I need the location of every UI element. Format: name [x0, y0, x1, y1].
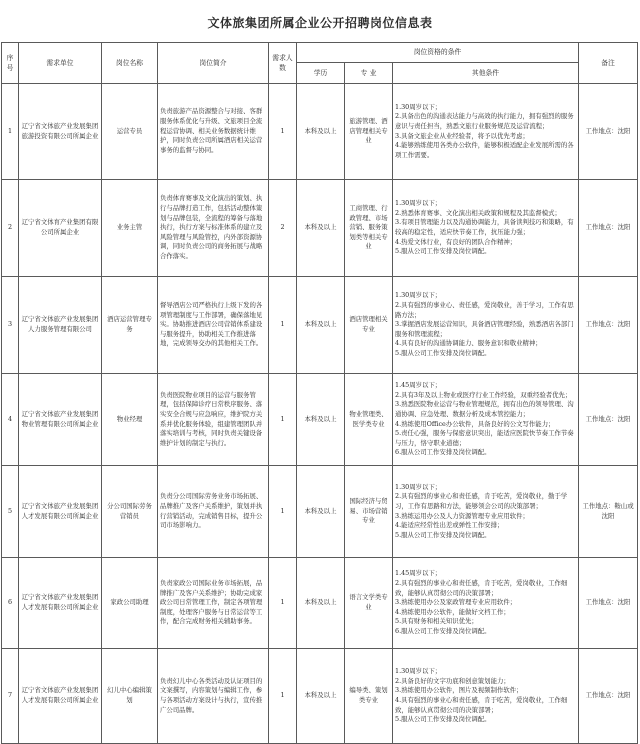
row-count-cell: 1: [269, 374, 297, 466]
header-count: 需求人数: [269, 43, 297, 84]
row-seq-cell: 3: [2, 277, 19, 374]
table-row: [2, 84, 638, 180]
row-major-cell: 工商管理、行政管理、市场营销、服务策划类等相关专业: [345, 180, 393, 277]
row-count-cell: 1: [269, 84, 297, 180]
condition-line: 2.具有强烈的事业心、责任感，爱岗敬业，善于学习，工作有思路方法；: [395, 300, 574, 319]
condition-line: 3.熟悉医院物业运营与物业管理规范，拥有出色的领导管理、沟通协调、应急处理、数据分析及成本管控能力；: [395, 400, 574, 418]
condition-line: 4.熟练使用Office办公软件，具备良好的公文写作能力；: [395, 419, 555, 428]
condition-line: 3.具备文旅企业从业经验者，将予以优先考虑；: [395, 131, 529, 140]
condition-line: 1.30周岁以下；: [395, 667, 442, 676]
row-intro-cell: 督导酒店公司严格执行上级下发的各项管理制度与工作部署，确保落地见实。协助推进酒店公司营销体系建设与服务提升，协助相关工作推进落地，完成领导交办的其他相关工作。: [158, 277, 269, 374]
row-other-cell: [393, 277, 579, 374]
row-count-cell: 1: [269, 277, 297, 374]
row-unit-cell: 辽宁省文体旅产业发展集团旅游投资有限公司所属企业: [19, 84, 102, 180]
row-major-cell: 旅游管理、酒店管理相关专业: [345, 84, 393, 180]
table-body: [2, 84, 638, 744]
row-unit-cell: 辽宁省文体育产业集团有限公司所属企业: [19, 180, 102, 277]
condition-line: 2.熟悉体育赛事、文化演出相关政策和规程及其监督模式；: [395, 208, 561, 217]
row-post-cell: 运营专员: [102, 84, 158, 180]
condition-line: 4.具有良好的沟通协调能力、服务意识和敬业精神；: [395, 339, 542, 348]
row-note-cell: 工作地点：鞍山或沈阳: [579, 466, 638, 558]
header-other-conditions: 其他条件: [393, 63, 579, 84]
table-row: [2, 558, 638, 649]
condition-line: 6.服从公司工作安排及岗位调配。: [395, 627, 491, 636]
row-major-cell: 语言文学类专业: [345, 558, 393, 649]
condition-line: 3.熟练使用办公软件，图片及视频制作软件；: [395, 686, 523, 695]
row-intro-cell: 负责体育赛事及文化演出的策划、执行与品牌打造工作，包括活动整体策划与品牌包装，全流程的筹备与落地执行，执行方案与标准体系的建立及风险管理与风险管控，内外部资源协调，同时负责公司的商务拓展与战略合作落实。: [158, 180, 269, 277]
row-seq-cell: 2: [2, 180, 19, 277]
header-note: 备注: [579, 43, 638, 84]
condition-line: 5.具有财务和相关知识优先；: [395, 617, 478, 626]
condition-line: 4.能适应经常性出差或弹性工作安排；: [395, 521, 504, 530]
row-note-cell: 工作地点：沈阳: [579, 558, 638, 649]
row-other-cell: [393, 558, 579, 649]
condition-line: 3.有项目管理能力以及沟通协调能力，具备读判技巧和策略，有较高的稳定性，适应快节奏工作，抗压能力强；: [395, 218, 574, 236]
condition-line: 4.热爱文体行业，有良好的团队合作精神；: [395, 237, 517, 246]
row-count-cell: 2: [269, 180, 297, 277]
row-education-cell: 本科及以上: [297, 277, 345, 374]
condition-line: 1.45周岁以下；: [395, 569, 442, 578]
row-count-cell: 1: [269, 466, 297, 558]
row-seq-cell: 5: [2, 466, 19, 558]
row-education-cell: 本科及以上: [297, 180, 345, 277]
row-major-cell: 物业管理类、医学类专业: [345, 374, 393, 466]
condition-line: 1.30周岁以下；: [395, 199, 442, 208]
row-seq-cell: 6: [2, 558, 19, 649]
table-row: [2, 374, 638, 466]
row-other-cell: [393, 649, 579, 744]
table-row: [2, 466, 638, 558]
condition-line: 5.服从公司工作安排及岗位调配。: [395, 247, 491, 256]
row-post-cell: 分公司国际劳务营销员: [102, 466, 158, 558]
row-intro-cell: 负责家政公司国际业务市场拓展，品牌推广及客户关系维护；协助完成家政公司日常管理工作，制定各项管理制度，处理客户服务与日常运营等工作，配合完成财务相关辅助事务。: [158, 558, 269, 649]
condition-line: 5.服从公司工作安排及岗位调配。: [395, 530, 491, 539]
table-row: [2, 277, 638, 374]
row-unit-cell: 辽宁省文体旅产业发展集团人才发展有限公司所属企业: [19, 466, 102, 558]
row-education-cell: 本科及以上: [297, 558, 345, 649]
condition-line: 1.45周岁以下；: [395, 381, 442, 390]
condition-line: 2.具备出色的沟通表达能力与高效的执行能力，拥有强烈的服务意识与责任担当，熟悉文旅行业服务规范及运营流程；: [395, 112, 574, 130]
row-intro-cell: 负责医院物业项目的运营与服务管理，包括保障诊疗日常秩序服务、落实安全合规与应急响应，维护院方关系并优化服务体验，组建管理团队并落实培训与考核，同时负责关键设备维护计划的制定与执行。: [158, 374, 269, 466]
row-unit-cell: 辽宁省文体旅产业发展集团人才发展有限公司所属企业: [19, 649, 102, 744]
condition-line: 4.能够熟练使用各类办公软件，能够积极适配企业发展所需的各项工作需要。: [395, 141, 574, 159]
header-major: 专 业: [345, 63, 393, 84]
row-post-cell: 物业经理: [102, 374, 158, 466]
row-seq-cell: 4: [2, 374, 19, 466]
header-post: 岗位名称: [102, 43, 158, 84]
row-note-cell: 工作地点：沈阳: [579, 374, 638, 466]
row-major-cell: 酒店管理相关专业: [345, 277, 393, 374]
row-major-cell: 编导类、策划类专业: [345, 649, 393, 744]
condition-line: 4.具有强烈的事业心和责任感，肯于吃苦，爱岗敬业，工作细致，能够认真贯彻公司的决策部署；: [395, 696, 568, 714]
row-note-cell: 工作地点：沈阳: [579, 180, 638, 277]
row-post-cell: 家政公司助理: [102, 558, 158, 649]
header-seq: 序号: [2, 43, 19, 84]
header-row-top: [2, 43, 638, 63]
condition-line: 1.30周岁以下；: [395, 482, 442, 491]
row-other-cell: [393, 84, 579, 180]
row-education-cell: 本科及以上: [297, 649, 345, 744]
row-other-cell: [393, 466, 579, 558]
condition-line: 1.30周岁以下；: [395, 102, 442, 111]
row-unit-cell: 辽宁省文体旅产业发展集团物业管理有限公司所属企业: [19, 374, 102, 466]
job-table: [1, 42, 638, 744]
condition-line: 5.责任心强，服务与保密意识突出，能适应医院快节奏工作节奏与压力，恪守职业道德；: [395, 429, 574, 447]
row-unit-cell: 辽宁省文体旅产业发展集团人才发展有限公司所属企业: [19, 558, 102, 649]
condition-line: 5.服从公司工作安排及岗位调配。: [395, 715, 491, 724]
row-major-cell: 国际经济与贸易、市场营销专业: [345, 466, 393, 558]
header-unit: 需求单位: [19, 43, 102, 84]
condition-line: 1.30周岁以下；: [395, 291, 442, 300]
page-title: 文体旅集团所属企业公开招聘岗位信息表: [207, 16, 433, 30]
row-count-cell: 1: [269, 649, 297, 744]
row-other-cell: [393, 180, 579, 277]
table-row: [2, 649, 638, 744]
condition-line: 3.掌握酒店发展运营知识，具备酒店管理经验，熟悉酒店各部门服务和管理流程；: [395, 320, 574, 338]
row-post-cell: 幻儿中心编辑策划: [102, 649, 158, 744]
row-count-cell: 1: [269, 558, 297, 649]
row-note-cell: 工作地点：沈阳: [579, 277, 638, 374]
row-intro-cell: 负责分公司国际劳务业务市场拓展、品牌推广及客户关系维护，策划并执行营销活动，完成销售目标，提升公司市场影响力。: [158, 466, 269, 558]
condition-line: 2.具有3年及以上物业或医疗行业工作经验，双重经验者优先；: [395, 390, 572, 399]
header-intro: 岗位简介: [158, 43, 269, 84]
row-education-cell: 本科及以上: [297, 374, 345, 466]
condition-line: 5.服从公司工作安排及岗位调配。: [395, 349, 491, 358]
condition-line: 2.具有强烈的事业心和责任感，肯于吃苦，爱岗敬业，工作细致，能够认真贯彻公司的决策部署；: [395, 578, 568, 597]
row-intro-cell: 负责旅游产品资源整合与对接、客群服务体系优化与升级、文旅项目全流程运营协调、相关业务数据统计维护，同时负责公司所属酒店相关运营事务的监督与协同。: [158, 84, 269, 180]
row-intro-cell: 负责幻儿中心各类活动及认证项目的文案撰写，内容策划与编辑工作，参与各项活动方案设计与执行，宣传推广公司品牌。: [158, 649, 269, 744]
row-post-cell: 业务主管: [102, 180, 158, 277]
row-other-cell: [393, 374, 579, 466]
row-seq-cell: 1: [2, 84, 19, 180]
header-qualification-group: 岗位资格的条件: [297, 43, 579, 63]
condition-line: 6.服从公司工作安排及岗位调配。: [395, 448, 491, 457]
condition-line: 3.熟练运用办公及人力资源管理专业应用软件；: [395, 511, 529, 520]
header-education: 学历: [297, 63, 345, 84]
table-row: [2, 180, 638, 277]
condition-line: 4.熟练使用办公软件，能做好文档工作；: [395, 607, 510, 616]
row-note-cell: 工作地点：沈阳: [579, 649, 638, 744]
row-post-cell: 酒店运营管理专务: [102, 277, 158, 374]
row-education-cell: 本科及以上: [297, 84, 345, 180]
row-education-cell: 本科及以上: [297, 466, 345, 558]
row-note-cell: 工作地点：沈阳: [579, 84, 638, 180]
row-seq-cell: 7: [2, 649, 19, 744]
condition-line: 2.具有强烈的事业心和责任感，肯于吃苦，爱岗敬业，勤于学习，工作有思路和方法，能够领会公司的决策部署；: [395, 492, 568, 510]
row-unit-cell: 辽宁省文体旅产业发展集团人力服务管理有限公司: [19, 277, 102, 374]
condition-line: 3.熟练使用办公及家政管理专业应用软件；: [395, 598, 517, 607]
condition-line: 2.具备良好的文字功底和创意策划能力；: [395, 676, 510, 685]
